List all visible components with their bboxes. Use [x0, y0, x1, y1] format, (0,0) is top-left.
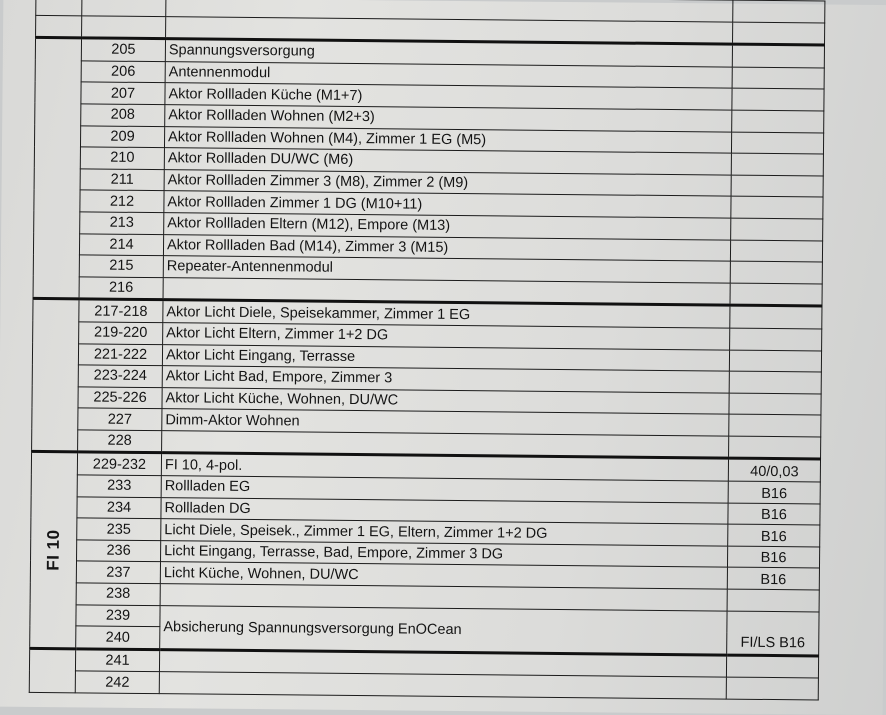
- circuit-description: Aktor Licht Diele, Speisekammer, Zimmer 1 EG: [163, 300, 730, 328]
- circuit-number: 213: [80, 212, 164, 234]
- circuit-number: 225-226: [78, 387, 162, 409]
- circuit-description: Aktor Licht Bad, Empore, Zimmer 3: [162, 366, 729, 393]
- number-cell: [82, 0, 166, 16]
- circuit-number: 214: [79, 233, 163, 255]
- group-cell: [36, 15, 82, 38]
- circuit-rating: [727, 589, 819, 611]
- circuit-table-body: [29, 0, 825, 700]
- circuit-rating: B16: [728, 503, 820, 525]
- circuit-rating: [730, 261, 822, 283]
- circuit-description: Aktor Rollladen Küche (M1+7): [165, 83, 732, 110]
- circuit-number: 216: [79, 277, 163, 300]
- circuit-description: Repeater-Antennenmodul: [163, 256, 730, 283]
- circuit-description: Aktor Rollladen Zimmer 1 DG (M10+11): [164, 191, 731, 218]
- circuit-rating: B16: [728, 524, 820, 546]
- group-cell-fi10: [30, 452, 78, 649]
- circuit-number: 223-224: [78, 365, 162, 387]
- circuit-description: Aktor Rollladen Wohnen (M2+3): [165, 105, 732, 132]
- circuit-description: Dimm-Aktor Wohnen: [162, 409, 729, 436]
- circuit-number: 205: [81, 38, 165, 61]
- circuit-description: Spannungsversorgung: [165, 39, 732, 67]
- circuit-rating: [726, 655, 818, 678]
- circuit-number: 229-232: [77, 452, 161, 475]
- circuit-number: 221-222: [78, 343, 162, 365]
- value-cell: [733, 0, 825, 22]
- circuit-description-merged: Absicherung Spannungsversorgung EnOCean: [160, 605, 727, 655]
- circuit-number: 242: [75, 671, 159, 693]
- circuit-number: 212: [80, 190, 164, 212]
- group-cell: [33, 38, 82, 300]
- circuit-rating: [730, 240, 822, 262]
- circuit-number: 239: [76, 604, 160, 626]
- circuit-number: 228: [78, 430, 162, 453]
- circuit-table: [29, 0, 826, 700]
- circuit-number: 241: [75, 649, 159, 672]
- group-cell: [29, 648, 75, 693]
- circuit-rating: B16: [727, 568, 819, 590]
- circuit-number: 237: [76, 561, 160, 583]
- circuit-description: Rollladen DG: [161, 497, 728, 524]
- circuit-description: Aktor Rollladen Eltern (M12), Empore (M13): [164, 213, 731, 240]
- group-label-fi10: FI 10: [43, 529, 63, 571]
- circuit-rating: [729, 436, 821, 459]
- circuit-rating: [730, 283, 822, 306]
- circuit-rating: [729, 393, 821, 415]
- circuit-description: Aktor Licht Eltern, Zimmer 1+2 DG: [163, 323, 730, 350]
- circuit-description: Licht Küche, Wohnen, DU/WC: [160, 562, 727, 589]
- circuit-rating: [730, 328, 822, 350]
- circuit-description: Aktor Rollladen Wohnen (M4), Zimmer 1 EG (M5): [164, 126, 731, 153]
- circuit-rating: [732, 67, 824, 89]
- circuit-description: Antennenmodul: [165, 61, 732, 88]
- circuit-description: Aktor Rollladen Zimmer 3 (M8), Zimmer 2 (M9): [164, 169, 731, 196]
- circuit-number: 240: [76, 626, 160, 649]
- circuit-rating: [731, 196, 823, 218]
- number-cell: [82, 15, 166, 38]
- circuit-number: 236: [77, 540, 161, 562]
- circuit-rating: [731, 132, 823, 154]
- circuit-number: 210: [80, 147, 164, 169]
- circuit-number: 206: [81, 61, 165, 83]
- circuit-description: Aktor Licht Küche, Wohnen, DU/WC: [162, 387, 729, 414]
- group-cell: [32, 299, 79, 453]
- circuit-rating: [731, 175, 823, 197]
- group-cell: [36, 0, 82, 15]
- circuit-description: Licht Eingang, Terrasse, Bad, Empore, Zimmer 3 DG: [161, 540, 728, 567]
- circuit-number: 238: [76, 583, 160, 605]
- circuit-rating: [731, 153, 823, 175]
- circuit-number: 227: [78, 408, 162, 430]
- circuit-rating: 40/0,03: [728, 459, 820, 482]
- circuit-rating: B16: [728, 481, 820, 503]
- circuit-number: 207: [81, 82, 165, 104]
- circuit-rating: [731, 218, 823, 240]
- circuit-rating: [729, 371, 821, 393]
- circuit-description: Rollladen EG: [161, 476, 728, 503]
- circuit-rating: [732, 44, 824, 67]
- circuit-number: 234: [77, 497, 161, 519]
- circuit-description: Aktor Rollladen Bad (M14), Zimmer 3 (M15): [163, 234, 730, 261]
- circuit-number: 209: [80, 125, 164, 147]
- circuit-number: 219-220: [79, 322, 163, 344]
- circuit-number: 211: [80, 169, 164, 191]
- circuit-number: 235: [77, 518, 161, 540]
- circuit-rating: [730, 305, 822, 328]
- circuit-rating: [732, 88, 824, 110]
- circuit-number: 233: [77, 475, 161, 497]
- circuit-number: 208: [81, 104, 165, 126]
- circuit-description: Aktor Rollladen DU/WC (M6): [164, 148, 731, 175]
- circuit-number: 215: [79, 255, 163, 277]
- circuit-rating: [726, 677, 818, 699]
- circuit-rating: [729, 350, 821, 372]
- circuit-description: Licht Diele, Speisek., Zimmer 1 EG, Eltern, Zimmer 1+2 DG: [161, 519, 728, 546]
- circuit-description: Aktor Licht Eingang, Terrasse: [162, 344, 729, 371]
- circuit-description: [159, 672, 726, 699]
- circuit-rating-merged: FI/LS B16: [727, 611, 819, 656]
- circuit-description: FI 10, 4-pol.: [161, 453, 728, 481]
- circuit-rating: [729, 414, 821, 436]
- circuit-rating: B16: [727, 546, 819, 568]
- circuit-number: 217-218: [79, 299, 163, 322]
- circuit-rating: [732, 110, 824, 132]
- value-cell: [732, 22, 824, 45]
